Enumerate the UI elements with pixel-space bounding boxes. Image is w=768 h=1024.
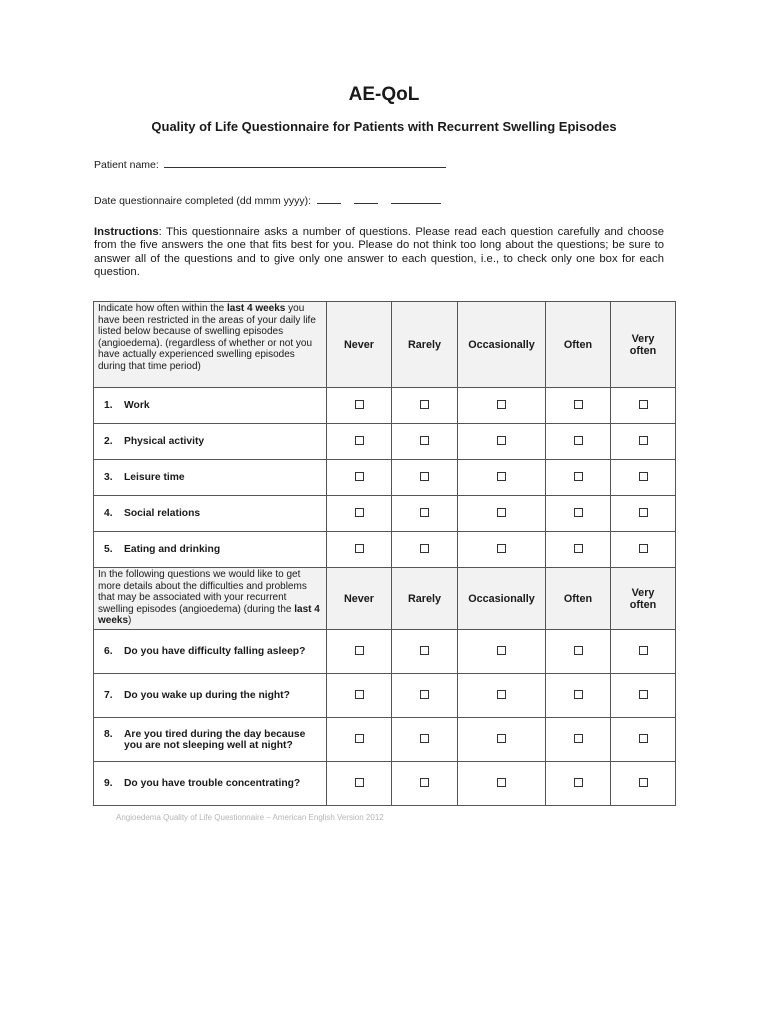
column-header-very-often: Very often [611,302,676,388]
column-header-occasionally: Occasionally [458,568,546,630]
answer-cell-rarely [392,424,458,460]
question-row [94,718,676,762]
answer-cell-often [546,388,611,424]
checkbox-very-often[interactable] [639,472,648,481]
prompt-emphasis: last 4 weeks [226,303,286,314]
checkbox-never[interactable] [355,400,364,409]
question-cell [94,424,327,460]
answer-cell-rarely [392,496,458,532]
checkbox-often[interactable] [574,734,583,743]
prompt-emphasis: last 4 weeks [98,603,320,627]
answer-cell-rarely [392,674,458,718]
question-row [94,630,676,674]
question-cell [94,762,327,806]
answer-cell-rarely [392,718,458,762]
patient-name-label: Patient name: [94,159,159,171]
question-number: 5. [104,544,113,555]
answer-cell-occasionally [458,388,546,424]
question-text: Do you wake up during the night? [124,690,290,701]
question-number: 3. [104,472,113,483]
answer-cell-rarely [392,630,458,674]
date-day-field[interactable] [317,193,341,204]
checkbox-often[interactable] [574,508,583,517]
checkbox-very-often[interactable] [639,544,648,553]
instructions-label: Instructions [94,226,159,238]
checkbox-very-often[interactable] [639,400,648,409]
answer-cell-very-often [611,674,676,718]
checkbox-rarely[interactable] [420,646,429,655]
checkbox-rarely[interactable] [420,436,429,445]
question-text: Work [124,400,150,411]
column-header-occasionally: Occasionally [458,302,546,388]
answer-cell-often [546,424,611,460]
checkbox-rarely[interactable] [420,508,429,517]
checkbox-very-often[interactable] [639,436,648,445]
column-header-rarely: Rarely [392,568,458,630]
question-text: Physical activity [124,436,205,447]
patient-name-row [94,157,446,171]
answer-cell-very-often [611,630,676,674]
answer-cell-never [327,718,392,762]
answer-cell-very-often [611,718,676,762]
checkbox-very-often[interactable] [639,508,648,517]
answer-cell-often [546,718,611,762]
section1-prompt [94,302,327,388]
checkbox-occasionally[interactable] [497,472,506,481]
checkbox-very-often[interactable] [639,646,648,655]
question-text: Leisure time [124,472,185,483]
date-month-field[interactable] [354,193,378,204]
question-cell [94,630,327,674]
question-number: 2. [104,436,113,447]
question-row [94,496,676,532]
answer-cell-never [327,388,392,424]
answer-cell-often [546,496,611,532]
question-text: Are you tired during the day because you are not sleeping well at night? [124,728,306,751]
checkbox-never[interactable] [355,436,364,445]
answer-cell-rarely [392,532,458,568]
page-subtitle: Quality of Life Questionnaire for Patients with Recurrent Swelling Episodes [151,119,617,134]
checkbox-never[interactable] [355,508,364,517]
answer-cell-never [327,460,392,496]
answer-cell-never [327,496,392,532]
question-number: 1. [104,400,113,411]
checkbox-never[interactable] [355,734,364,743]
question-cell [94,496,327,532]
checkbox-often[interactable] [574,778,583,787]
prompt-text: ) [128,615,132,627]
answer-cell-occasionally [458,460,546,496]
answer-cell-occasionally [458,718,546,762]
column-header-never: Never [327,568,392,630]
checkbox-very-often[interactable] [639,734,648,743]
checkbox-occasionally[interactable] [497,544,506,553]
question-text: Eating and drinking [124,544,221,555]
answer-cell-occasionally [458,424,546,460]
question-row [94,762,676,806]
question-number: 8. [104,728,113,740]
answer-cell-rarely [392,762,458,806]
answer-cell-occasionally [458,532,546,568]
column-header-rarely: Rarely [392,302,458,388]
question-number: 9. [104,778,113,789]
question-cell [94,718,327,762]
checkbox-occasionally[interactable] [497,778,506,787]
checkbox-rarely[interactable] [420,472,429,481]
question-row [94,460,676,496]
checkbox-never[interactable] [355,472,364,481]
checkbox-never[interactable] [355,544,364,553]
section2-header-row [94,568,676,630]
checkbox-often[interactable] [574,690,583,699]
answer-cell-very-often [611,496,676,532]
answer-cell-very-often [611,532,676,568]
checkbox-often[interactable] [574,646,583,655]
questionnaire-table [93,301,676,806]
column-header-often: Often [546,568,611,630]
prompt-text: Indicate how often within the [98,303,227,314]
answer-cell-occasionally [458,496,546,532]
answer-cell-rarely [392,460,458,496]
answer-cell-often [546,762,611,806]
checkbox-occasionally[interactable] [497,690,506,699]
patient-name-field[interactable] [164,157,446,168]
answer-cell-very-often [611,424,676,460]
date-year-field[interactable] [391,193,441,204]
answer-cell-often [546,532,611,568]
checkbox-rarely[interactable] [420,778,429,787]
page-title: AE-QoL [348,84,420,105]
checkbox-often[interactable] [574,436,583,445]
section2-prompt [94,568,327,630]
answer-cell-rarely [392,388,458,424]
question-row [94,388,676,424]
question-text: Social relations [124,508,201,519]
question-cell [94,388,327,424]
checkbox-rarely[interactable] [420,544,429,553]
question-text: Do you have difficulty falling asleep? [124,646,306,657]
question-number: 4. [104,508,113,519]
checkbox-never[interactable] [355,690,364,699]
answer-cell-very-often [611,388,676,424]
prompt-text: you have been restricted in the areas of your daily life listed below because of swelling episodes (angioedema). (regardless of whether or not you have actually experienced swelling episodes during that time period) [98,303,316,372]
answer-cell-never [327,762,392,806]
answer-cell-occasionally [458,674,546,718]
instructions [94,226,664,279]
date-label: Date questionnaire completed (dd mmm yyyy): [94,195,312,207]
checkbox-occasionally[interactable] [497,400,506,409]
checkbox-often[interactable] [574,544,583,553]
checkbox-occasionally[interactable] [497,734,506,743]
answer-cell-often [546,630,611,674]
checkbox-never[interactable] [355,778,364,787]
answer-cell-occasionally [458,762,546,806]
answer-cell-very-often [611,762,676,806]
answer-cell-never [327,532,392,568]
checkbox-often[interactable] [574,400,583,409]
answer-cell-very-often [611,460,676,496]
checkbox-occasionally[interactable] [497,508,506,517]
checkbox-often[interactable] [574,472,583,481]
checkbox-occasionally[interactable] [497,646,506,655]
answer-cell-often [546,674,611,718]
question-text: Do you have trouble concentrating? [124,778,301,789]
date-row [94,193,441,207]
question-number: 6. [104,646,113,657]
instructions-text: : This questionnaire asks a number of questions. Please read each question carefully and choose from the five answers the one that fits best for you. Please do not think too long about the questions; be sure to answer all of the questions and to give only one answer to each question, i.e., to check only one box for each question. [94,226,664,278]
column-header-never: Never [327,302,392,388]
checkbox-very-often[interactable] [639,690,648,699]
question-row [94,674,676,718]
column-header-often: Often [546,302,611,388]
answer-cell-occasionally [458,630,546,674]
question-cell [94,460,327,496]
checkbox-very-often[interactable] [639,778,648,787]
question-row [94,532,676,568]
question-number: 7. [104,690,113,701]
section1-header-row [94,302,676,388]
checkbox-occasionally[interactable] [497,436,506,445]
answer-cell-often [546,460,611,496]
checkbox-rarely[interactable] [420,734,429,743]
answer-cell-never [327,424,392,460]
footer: Angioedema Quality of Life Questionnaire – American English Version 2012 [116,813,384,822]
question-row [94,424,676,460]
checkbox-rarely[interactable] [420,400,429,409]
question-cell [94,674,327,718]
prompt-text: In the following questions we would like to get more details about the difficulties and problems that may be associated with your recurrent swelling episodes (angioedema) (during the [98,569,307,615]
checkbox-never[interactable] [355,646,364,655]
column-header-very-often: Very often [611,568,676,630]
checkbox-rarely[interactable] [420,690,429,699]
answer-cell-never [327,630,392,674]
answer-cell-never [327,674,392,718]
question-cell [94,532,327,568]
